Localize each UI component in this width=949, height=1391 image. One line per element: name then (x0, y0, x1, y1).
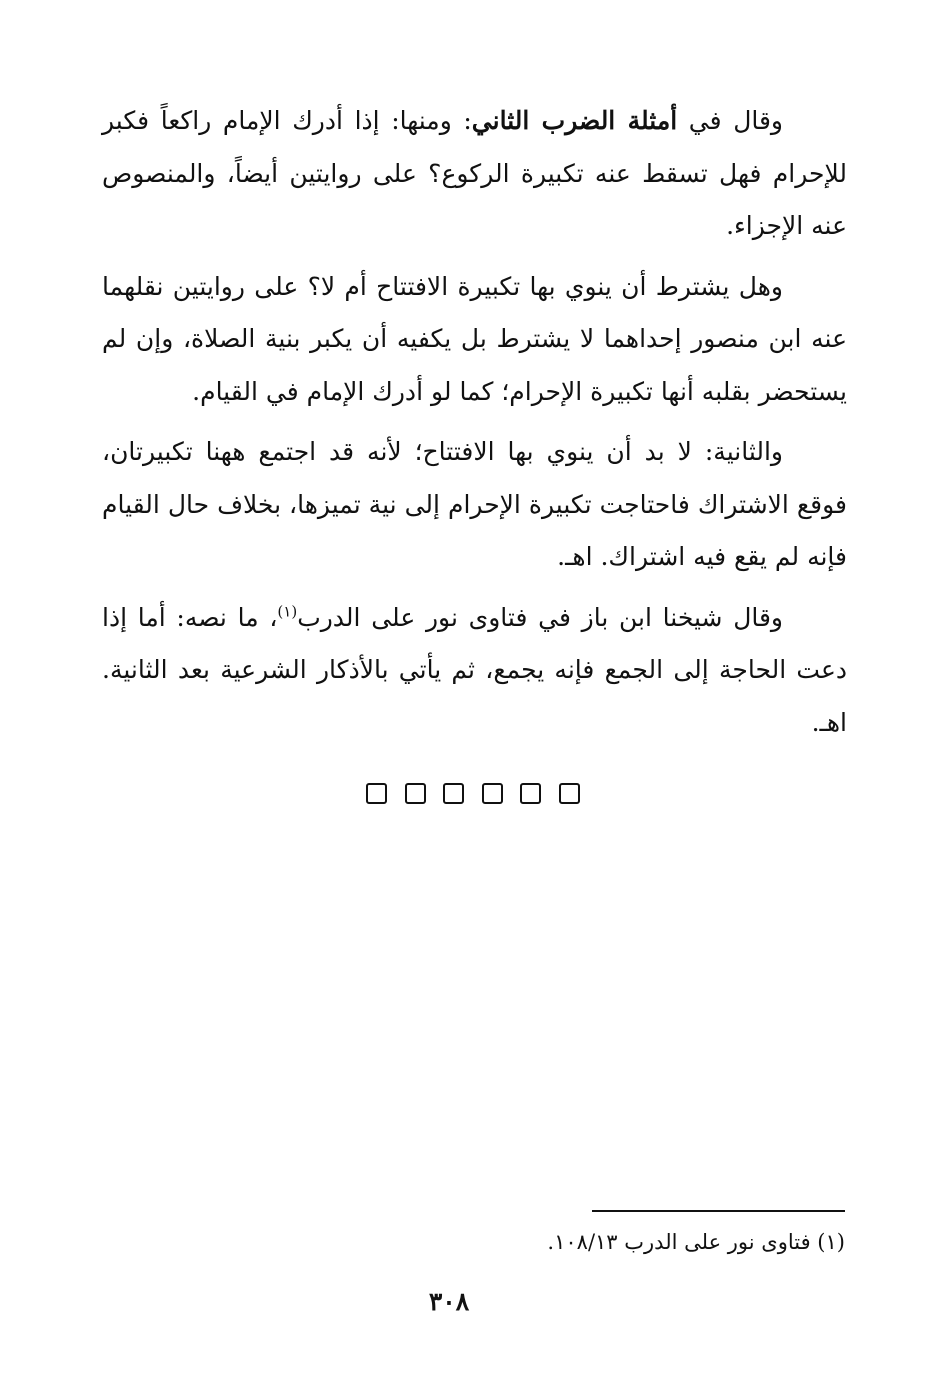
paragraph-3: والثانية: لا بد أن ينوي بها الافتتاح؛ لأنه قد اجتمع ههنا تكبيرتان، فوقع الاشتراك فاحتاجت تكبيرة الإحرام إلى نية تميزها، بخلاف حال القيام فإنه لم يقع فيه اشتراك. اهـ. (102, 437, 847, 571)
divider-box-icon (405, 783, 426, 804)
paragraph-4-rest: ، ما نصه: أما إذا دعت الحاجة إلى الجمع فإنه يجمع، ثم يأتي بالأذكار الشرعية بعد الثانية. اهـ. (102, 602, 847, 737)
footnote-reference: (١) (277, 602, 298, 621)
paragraph-2: وهل يشترط أن ينوي بها تكبيرة الافتتاح أم لا؟ على روايتين نقلهما عنه ابن منصور إحداهما لا يشترط بل يكفيه أن يكبر بنية الصلاة، وإن لم يستحضر بقلبه أنها تكبيرة الإحرام؛ كما لو أدرك الإمام في القيام. (102, 271, 847, 406)
divider-box-icon (520, 783, 541, 804)
page-number: ٣٠٨ (428, 1287, 470, 1316)
footnote: (١) فتاوى نور على الدرب ١٣/‏١٠٨. (547, 1230, 845, 1254)
divider-box-icon (482, 783, 503, 804)
paragraph-1 (102, 95, 847, 253)
paragraph-1-lead: وقال في (677, 106, 783, 135)
divider-box-icon (443, 783, 464, 804)
paragraph-4-lead: وقال شيخنا ابن باز في فتاوى نور على الدرب (297, 602, 783, 632)
section-divider (366, 780, 580, 806)
main-text (102, 95, 847, 757)
paragraph-4 (102, 592, 847, 750)
divider-box-icon (559, 783, 580, 804)
paragraph-1-rest: : ومنها: إذا أدرك الإمام راكعاً فكبر للإحرام فهل تسقط عنه تكبيرة الركوع؟ على روايتين أيضاً، والمنصوص عنه الإجزاء. (102, 106, 847, 240)
divider-box-icon (366, 783, 387, 804)
paragraph-1-bold-phrase: أمثلة الضرب الثاني (471, 106, 678, 135)
footnote-separator (592, 1210, 845, 1212)
